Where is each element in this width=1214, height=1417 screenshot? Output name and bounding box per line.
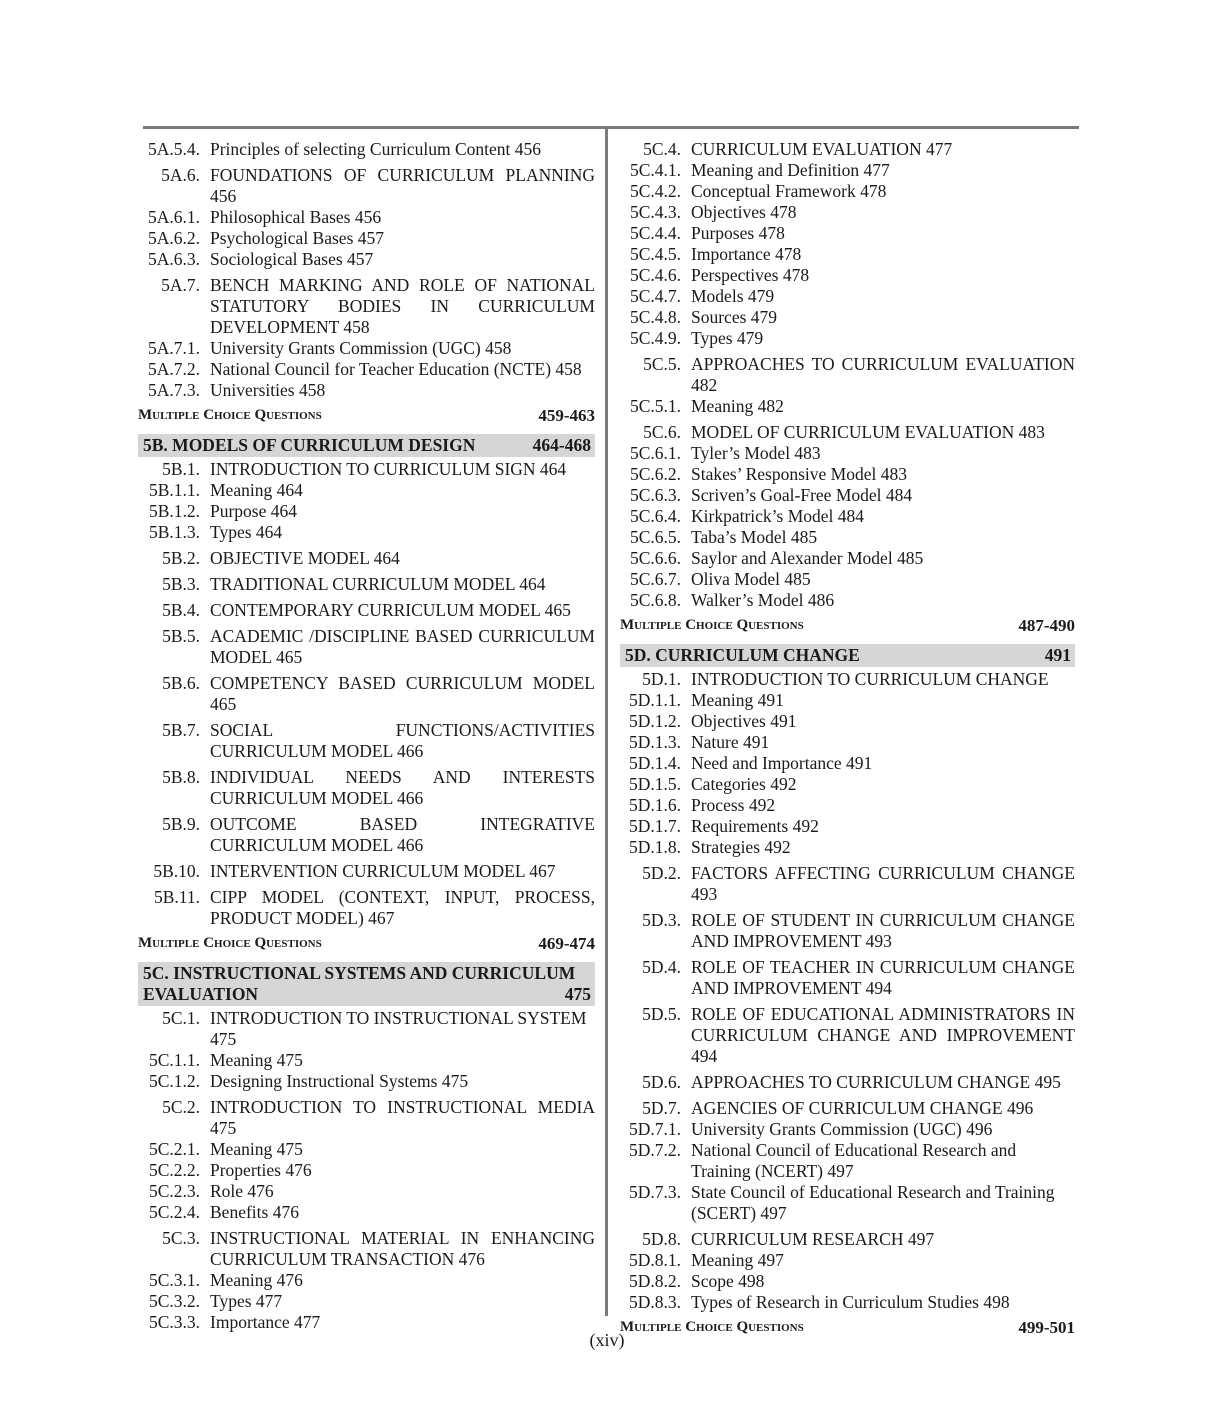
entry-title: Philosophical Bases 456 [210,207,382,227]
entry-title: University Grants Commission (UGC) 496 [691,1119,993,1139]
entry-title: INSTRUCTIONAL MATERIAL IN ENHANCING CURRICULUM TRANSACTION 476 [210,1228,595,1269]
entry-title: Benefits 476 [210,1202,299,1222]
entry-number: 5D.7. [642,1098,681,1118]
entry-number: 5C.4.3. [629,202,681,222]
entry-number: 5D.8. [642,1229,681,1249]
toc-entry[interactable] [138,1202,595,1223]
entry-title: CONTEMPORARY CURRICULUM MODEL 465 [210,600,571,620]
entry-number: 5A.6.3. [147,249,200,269]
entry-number: 5A.7. [161,275,200,295]
entry-number: 5B.1. [162,459,200,479]
toc-entry[interactable] [138,1291,595,1312]
toc-entry[interactable] [138,767,595,809]
entry-title: Tyler’s Model 483 [691,443,821,463]
toc-entry[interactable] [620,265,1075,286]
entry-title: National Council of Educational Research and Training (NCERT) 497 [691,1140,1017,1181]
entry-number: 5C.6.2. [629,464,681,484]
entry-number: 5C.5.1. [629,396,681,416]
toc-entry[interactable] [620,1098,1075,1119]
toc-entry[interactable] [138,814,595,856]
entry-title: OBJECTIVE MODEL 464 [210,548,400,568]
toc-entry[interactable] [138,1181,595,1202]
toc-entry[interactable] [138,249,595,270]
entry-title: Saylor and Alexander Model 485 [691,548,924,568]
entry-number: 5A.7.2. [147,359,200,379]
toc-entry[interactable] [138,600,595,621]
entry-title: Purpose 464 [210,501,298,521]
toc-entry[interactable] [138,501,595,522]
entry-number: 5C.1. [162,1008,200,1028]
toc-entry[interactable] [138,459,595,480]
entry-number: 5C.5. [643,354,681,374]
mcq-label: Multiple Choice Questions [138,407,322,423]
entry-number: 5C.4.4. [629,223,681,243]
mcq-entry[interactable] [620,615,1075,636]
entry-title: Stakes’ Responsive Model 483 [691,464,907,484]
entry-number: 5C.6.6. [629,548,681,568]
toc-entry[interactable] [620,244,1075,265]
toc-entry[interactable] [620,1140,1075,1182]
entry-number: 5C.4.9. [629,328,681,348]
toc-entry[interactable] [138,720,595,762]
entry-title: Meaning and Definition 477 [691,160,890,180]
toc-entry[interactable] [620,910,1075,952]
toc-entry[interactable] [138,548,595,569]
entry-title: Categories 492 [691,774,797,794]
top-rule [143,126,1079,129]
entry-title: Purposes 478 [691,223,785,243]
entry-title: SOCIAL FUNCTIONS/ACTIVITIES CURRICULUM MODEL 466 [210,720,595,761]
entry-title: Sources 479 [691,307,778,327]
entry-number: 5C.2. [162,1097,200,1117]
entry-number: 5C.6.3. [629,485,681,505]
entry-title: State Council of Educational Research and Training (SCERT) 497 [691,1182,1055,1223]
toc-entry[interactable] [620,753,1075,774]
entry-title: Taba’s Model 485 [691,527,818,547]
mcq-entry[interactable] [138,405,595,426]
entry-title: Meaning 464 [210,480,303,500]
toc-entry[interactable] [620,863,1075,905]
entry-number: 5B.4. [162,600,200,620]
entry-number: 5C.2.3. [148,1181,200,1201]
entry-title: INTERVENTION CURRICULUM MODEL 467 [210,861,556,881]
entry-title: Meaning 475 [210,1050,303,1070]
entry-title: INDIVIDUAL NEEDS AND INTERESTS CURRICULUM MODEL 466 [210,767,595,808]
entry-title: Need and Importance 491 [691,753,873,773]
entry-number: 5D.5. [642,1004,681,1024]
toc-entry[interactable] [138,1139,595,1160]
mcq-label: Multiple Choice Questions [620,1319,804,1335]
entry-number: 5B.11. [153,887,200,907]
entry-number: 5A.5.4. [147,139,200,159]
toc-entry[interactable] [620,202,1075,223]
entry-number: 5C.4.7. [629,286,681,306]
mcq-pages: 459-463 [538,406,595,425]
entry-title: CURRICULUM EVALUATION 477 [691,139,953,159]
entry-number: 5B.1.1. [148,480,200,500]
entry-number: 5A.7.3. [147,380,200,400]
entry-number: 5C.6. [643,422,681,442]
toc-entry[interactable] [620,1182,1075,1224]
entry-number: 5D.8.3. [628,1292,681,1312]
entry-number: 5D.1.2. [628,711,681,731]
entry-number: 5D.1.6. [628,795,681,815]
toc-entry[interactable] [620,328,1075,349]
entry-title: Designing Instructional Systems 475 [210,1071,469,1091]
entry-number: 5C.4.6. [629,265,681,285]
page-number: (xiv) [589,1330,625,1350]
column-divider [605,126,608,1316]
toc-entry[interactable] [620,485,1075,506]
toc-entry[interactable] [138,1160,595,1181]
toc-entry[interactable] [620,816,1075,837]
entry-number: 5C.4. [643,139,681,159]
toc-entry[interactable] [620,711,1075,732]
toc-entry[interactable] [620,139,1075,160]
entry-title: Psychological Bases 457 [210,228,385,248]
toc-entry[interactable] [138,207,595,228]
toc-entry[interactable] [620,774,1075,795]
toc-entry[interactable] [138,1050,595,1071]
entry-number: 5B.1.3. [148,522,200,542]
entry-number: 5D.7.2. [628,1140,681,1160]
toc-entry[interactable] [620,590,1075,611]
toc-entry[interactable] [138,1071,595,1092]
mcq-label: Multiple Choice Questions [620,617,804,633]
entry-title: INTRODUCTION TO INSTRUCTIONAL SYSTEM 475 [210,1008,587,1049]
entry-title: Process 492 [691,795,776,815]
entry-number: 5B.5. [162,626,200,646]
mcq-entry[interactable] [138,933,595,954]
entry-title: Sociological Bases 457 [210,249,374,269]
section-heading[interactable] [138,962,595,1006]
toc-entry[interactable] [620,1250,1075,1271]
toc-entry[interactable] [620,396,1075,417]
toc-entry[interactable] [138,1008,595,1050]
entry-number: 5D.4. [642,957,681,977]
toc-entry[interactable] [620,1004,1075,1067]
entry-title: Conceptual Framework 478 [691,181,887,201]
entry-number: 5B.2. [162,548,200,568]
mcq-label: Multiple Choice Questions [138,935,322,951]
entry-title: INTRODUCTION TO CURRICULUM CHANGE [691,669,1049,689]
toc-entry[interactable] [138,139,595,160]
entry-number: 5C.1.1. [148,1050,200,1070]
toc-entry[interactable] [138,228,595,249]
toc-entry[interactable] [138,1270,595,1291]
toc-entry[interactable] [138,861,595,882]
toc-entry[interactable] [138,522,595,543]
toc-entry[interactable] [138,574,595,595]
entry-number: 5A.6.2. [147,228,200,248]
toc-entry[interactable] [620,1229,1075,1250]
entry-number: 5D.2. [642,863,681,883]
entry-number: 5A.6. [161,165,200,185]
entry-number: 5C.6.5. [629,527,681,547]
entry-number: 5C.1.2. [148,1071,200,1091]
entry-title: Types 479 [691,328,764,348]
entry-title: Properties 476 [210,1160,312,1180]
entry-number: 5D.8.2. [628,1271,681,1291]
entry-number: 5D.6. [642,1072,681,1092]
entry-title: Meaning 491 [691,690,784,710]
entry-title: Importance 477 [210,1312,321,1332]
entry-title: ROLE OF EDUCATIONAL ADMINISTRATORS IN CURRICULUM CHANGE AND IMPROVEMENT 494 [691,1004,1075,1066]
entry-title: ROLE OF STUDENT IN CURRICULUM CHANGE AND IMPROVEMENT 493 [691,910,1075,951]
toc-entry[interactable] [138,480,595,501]
entry-title: Meaning 497 [691,1250,784,1270]
toc-entry[interactable] [620,690,1075,711]
entry-title: APPROACHES TO CURRICULUM EVALUATION 482 [691,354,1075,395]
toc-entry[interactable] [620,464,1075,485]
entry-number: 5D.1.8. [628,837,681,857]
entry-number: 5A.7.1. [147,338,200,358]
entry-number: 5C.3. [162,1228,200,1248]
entry-number: 5C.4.2. [629,181,681,201]
entry-title: Types of Research in Curriculum Studies 498 [691,1292,1010,1312]
entry-title: APPROACHES TO CURRICULUM CHANGE 495 [691,1072,1061,1092]
section-title-cont: EVALUATION [143,984,259,1004]
entry-title: MODEL OF CURRICULUM EVALUATION 483 [691,422,1045,442]
mcq-pages: 499-501 [1018,1318,1075,1337]
entry-title: Meaning 475 [210,1139,303,1159]
toc-entry[interactable] [620,286,1075,307]
entry-title: Strategies 492 [691,837,791,857]
entry-title: Types 464 [210,522,283,542]
entry-title: Perspectives 478 [691,265,810,285]
entry-title: INTRODUCTION TO CURRICULUM SIGN 464 [210,459,567,479]
entry-number: 5D.1.1. [628,690,681,710]
entry-number: 5D.1.4. [628,753,681,773]
toc-left-column [138,139,595,1333]
section-title: 5C. INSTRUCTIONAL SYSTEMS AND CURRICULUM [143,963,576,983]
entry-title: Nature 491 [691,732,770,752]
entry-number: 5C.6.4. [629,506,681,526]
toc-entry[interactable] [138,359,595,380]
toc-entry[interactable] [620,1271,1075,1292]
entry-number: 5D.3. [642,910,681,930]
toc-entry[interactable] [138,165,595,207]
entry-number: 5B.3. [162,574,200,594]
section-heading[interactable] [620,644,1075,667]
entry-number: 5D.8.1. [628,1250,681,1270]
entry-number: 5C.4.5. [629,244,681,264]
toc-entry[interactable] [620,422,1075,443]
entry-number: 5B.1.2. [148,501,200,521]
section-title: 5D. CURRICULUM CHANGE [625,645,860,665]
entry-number: 5C.2.1. [148,1139,200,1159]
entry-number: 5D.1.5. [628,774,681,794]
entry-number: 5C.6.1. [629,443,681,463]
entry-number: 5C.6.8. [629,590,681,610]
entry-number: 5C.2.2. [148,1160,200,1180]
toc-entry[interactable] [620,957,1075,999]
section-pages: 475 [564,984,591,1004]
entry-number: 5D.7.3. [628,1182,681,1202]
toc-entry[interactable] [620,1292,1075,1313]
entry-title: COMPETENCY BASED CURRICULUM MODEL 465 [210,673,595,714]
section-title: 5B. MODELS OF CURRICULUM DESIGN [143,435,476,455]
entry-title: Types 477 [210,1291,283,1311]
entry-title: ACADEMIC /DISCIPLINE BASED CURRICULUM MODEL 465 [210,626,595,667]
toc-entry[interactable] [620,443,1075,464]
entry-title: INTRODUCTION TO INSTRUCTIONAL MEDIA 475 [210,1097,595,1138]
toc-entry[interactable] [620,1072,1075,1093]
entry-title: Meaning 476 [210,1270,303,1290]
mcq-pages: 487-490 [1018,616,1075,635]
entry-title: Scope 498 [691,1271,765,1291]
entry-number: 5B.6. [162,673,200,693]
entry-title: Importance 478 [691,244,802,264]
toc-entry[interactable] [620,223,1075,244]
section-pages: 464-468 [532,435,591,455]
entry-title: Role 476 [210,1181,274,1201]
toc-entry[interactable] [138,1097,595,1139]
entry-title: OUTCOME BASED INTEGRATIVE CURRICULUM MODEL 466 [210,814,595,855]
toc-entry[interactable] [620,732,1075,753]
entry-title: National Council for Teacher Education (NCTE) 458 [210,359,582,379]
toc-entry[interactable] [620,307,1075,328]
entry-title: Oliva Model 485 [691,569,811,589]
entry-number: 5D.7.1. [628,1119,681,1139]
entry-number: 5B.10. [153,861,200,881]
entry-title: Objectives 478 [691,202,797,222]
toc-entry[interactable] [138,887,595,929]
entry-title: CIPP MODEL (CONTEXT, INPUT, PROCESS, PRODUCT MODEL) 467 [210,887,595,928]
toc-entry[interactable] [620,160,1075,181]
entry-number: 5C.4.8. [629,307,681,327]
entry-number: 5D.1. [642,669,681,689]
entry-title: FOUNDATIONS OF CURRICULUM PLANNING 456 [210,165,595,206]
section-pages: 491 [1044,645,1071,665]
entry-title: Requirements 492 [691,816,819,836]
entry-title: AGENCIES OF CURRICULUM CHANGE 496 [691,1098,1034,1118]
toc-entry[interactable] [620,527,1075,548]
toc-entry[interactable] [138,626,595,668]
entry-number: 5C.3.1. [148,1270,200,1290]
entry-number: 5C.3.3. [148,1312,200,1332]
entry-title: Kirkpatrick’s Model 484 [691,506,865,526]
toc-entry[interactable] [620,354,1075,396]
entry-number: 5C.3.2. [148,1291,200,1311]
mcq-pages: 469-474 [538,934,595,953]
toc-entry[interactable] [620,569,1075,590]
toc-entry[interactable] [620,1119,1075,1140]
toc-entry[interactable] [620,837,1075,858]
toc-entry[interactable] [620,669,1075,690]
entry-title: University Grants Commission (UGC) 458 [210,338,512,358]
toc-entry[interactable] [138,338,595,359]
entry-number: 5C.6.7. [629,569,681,589]
entry-number: 5C.2.4. [148,1202,200,1222]
toc-right-column [620,139,1075,1346]
entry-title: FACTORS AFFECTING CURRICULUM CHANGE 493 [691,863,1075,904]
entry-title: Scriven’s Goal-Free Model 484 [691,485,913,505]
toc-entry[interactable] [138,673,595,715]
entry-title: ROLE OF TEACHER IN CURRICULUM CHANGE AND IMPROVEMENT 494 [691,957,1075,998]
entry-number: 5D.1.3. [628,732,681,752]
toc-entry[interactable] [620,795,1075,816]
toc-entry[interactable] [138,275,595,338]
toc-entry[interactable] [620,548,1075,569]
toc-entry[interactable] [138,1228,595,1270]
entry-title: BENCH MARKING AND ROLE OF NATIONAL STATUTORY BODIES IN CURRICULUM DEVELOPMENT 458 [210,275,595,337]
entry-title: CURRICULUM RESEARCH 497 [691,1229,935,1249]
toc-entry[interactable] [620,181,1075,202]
entry-title: Principles of selecting Curriculum Content 456 [210,139,541,159]
toc-entry[interactable] [138,380,595,401]
entry-number: 5A.6.1. [147,207,200,227]
entry-number: 5B.8. [162,767,200,787]
entry-number: 5C.4.1. [629,160,681,180]
entry-title: Objectives 491 [691,711,797,731]
entry-title: Universities 458 [210,380,326,400]
entry-number: 5D.1.7. [628,816,681,836]
entry-title: Models 479 [691,286,775,306]
entry-title: TRADITIONAL CURRICULUM MODEL 464 [210,574,546,594]
entry-title: Walker’s Model 486 [691,590,835,610]
entry-title: Meaning 482 [691,396,784,416]
section-heading[interactable] [138,434,595,457]
entry-number: 5B.9. [162,814,200,834]
toc-entry[interactable] [620,506,1075,527]
entry-number: 5B.7. [162,720,200,740]
